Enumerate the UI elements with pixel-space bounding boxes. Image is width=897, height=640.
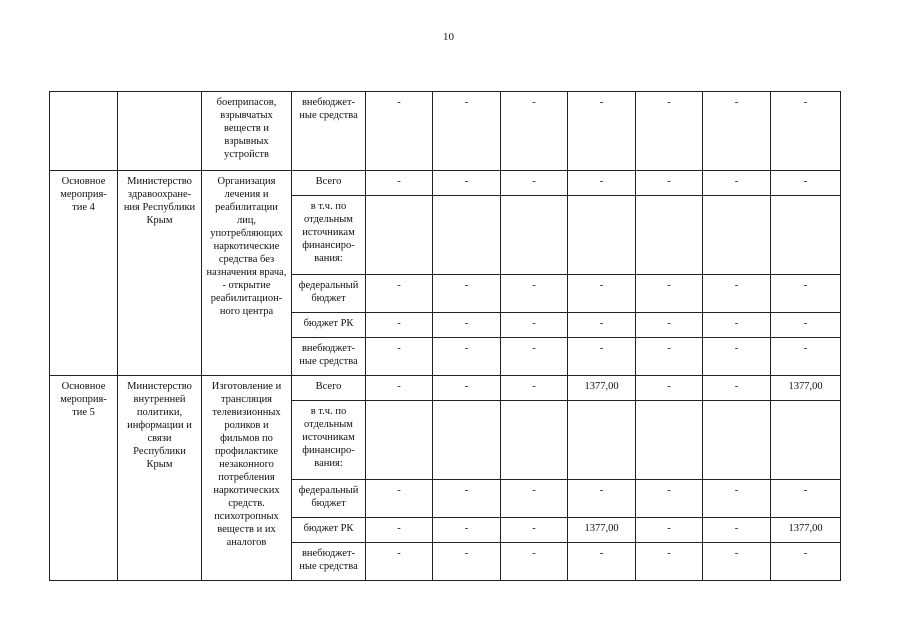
table-row bbox=[50, 92, 841, 171]
value-cell: 1377,00 bbox=[568, 518, 636, 543]
value-cell: - bbox=[433, 92, 501, 171]
value-cell bbox=[433, 401, 501, 480]
value-cell: - bbox=[366, 171, 433, 196]
value-cell: - bbox=[771, 338, 841, 376]
value-cell bbox=[433, 196, 501, 275]
value-cell bbox=[366, 401, 433, 480]
value-cell: - bbox=[636, 518, 703, 543]
value-cell: - bbox=[433, 518, 501, 543]
funding-source-cell: бюджет РК bbox=[292, 518, 366, 543]
funding-source-cell: федеральный бюджет bbox=[292, 275, 366, 313]
funding-source-cell: федеральный бюджет bbox=[292, 480, 366, 518]
value-cell: - bbox=[771, 171, 841, 196]
value-cell: - bbox=[703, 171, 771, 196]
description-cell: Организация лечения и реабилитации лиц, употребляющих наркотические средства без назначения врача, - открытие реабилитацион-ного центра bbox=[202, 171, 292, 376]
value-cell: - bbox=[636, 171, 703, 196]
event-name-cell bbox=[50, 92, 118, 171]
value-cell: - bbox=[501, 171, 568, 196]
value-cell bbox=[568, 196, 636, 275]
value-cell: - bbox=[636, 376, 703, 401]
value-cell: - bbox=[703, 275, 771, 313]
value-cell: - bbox=[366, 376, 433, 401]
value-cell: - bbox=[636, 313, 703, 338]
funding-source-cell: Всего bbox=[292, 171, 366, 196]
value-cell bbox=[366, 196, 433, 275]
value-cell: - bbox=[501, 376, 568, 401]
value-cell: - bbox=[568, 338, 636, 376]
executor-cell bbox=[118, 92, 202, 171]
value-cell: - bbox=[703, 543, 771, 581]
value-cell: 1377,00 bbox=[771, 376, 841, 401]
value-cell: - bbox=[703, 518, 771, 543]
funding-source-cell: внебюджет-ные средства bbox=[292, 338, 366, 376]
value-cell: - bbox=[433, 338, 501, 376]
value-cell: - bbox=[433, 171, 501, 196]
value-cell: - bbox=[366, 518, 433, 543]
value-cell: - bbox=[771, 543, 841, 581]
value-cell: - bbox=[501, 92, 568, 171]
value-cell: - bbox=[636, 92, 703, 171]
value-cell: - bbox=[366, 275, 433, 313]
budget-table bbox=[49, 91, 841, 581]
value-cell bbox=[636, 401, 703, 480]
funding-source-cell: в т.ч. по отдельным источникам финансиро-вания: bbox=[292, 401, 366, 480]
value-cell: - bbox=[636, 480, 703, 518]
value-cell: - bbox=[636, 543, 703, 581]
value-cell: - bbox=[636, 338, 703, 376]
funding-source-cell: внебюджет-ные средства bbox=[292, 92, 366, 171]
table-row bbox=[50, 171, 841, 196]
value-cell: - bbox=[703, 376, 771, 401]
value-cell: 1377,00 bbox=[568, 376, 636, 401]
page-number: 10 bbox=[443, 31, 454, 43]
value-cell: - bbox=[568, 171, 636, 196]
value-cell: - bbox=[433, 275, 501, 313]
value-cell: - bbox=[501, 480, 568, 518]
funding-source-cell: бюджет РК bbox=[292, 313, 366, 338]
value-cell: - bbox=[501, 518, 568, 543]
value-cell: - bbox=[433, 543, 501, 581]
value-cell: - bbox=[433, 480, 501, 518]
value-cell: - bbox=[568, 480, 636, 518]
value-cell: 1377,00 bbox=[771, 518, 841, 543]
executor-cell: Министерство внутренней политики, информации и связи Республики Крым bbox=[118, 376, 202, 581]
value-cell bbox=[636, 196, 703, 275]
funding-source-cell: в т.ч. по отдельным источникам финансиро-вания: bbox=[292, 196, 366, 275]
value-cell: - bbox=[568, 543, 636, 581]
description-cell: боеприпасов, взрывчатых веществ и взрывных устройств bbox=[202, 92, 292, 171]
value-cell bbox=[501, 196, 568, 275]
value-cell: - bbox=[703, 338, 771, 376]
description-cell: Изготовление и трансляция телевизионных роликов и фильмов по профилактике незаконного потребления наркотических средств. психотропных веществ и их аналогов bbox=[202, 376, 292, 581]
value-cell: - bbox=[501, 275, 568, 313]
funding-source-cell: Всего bbox=[292, 376, 366, 401]
value-cell bbox=[771, 401, 841, 480]
funding-source-cell: внебюджет-ные средства bbox=[292, 543, 366, 581]
value-cell: - bbox=[366, 480, 433, 518]
value-cell: - bbox=[433, 313, 501, 338]
value-cell: - bbox=[771, 92, 841, 171]
value-cell: - bbox=[366, 92, 433, 171]
value-cell bbox=[771, 196, 841, 275]
value-cell: - bbox=[703, 313, 771, 338]
value-cell bbox=[568, 401, 636, 480]
value-cell: - bbox=[366, 338, 433, 376]
value-cell bbox=[501, 401, 568, 480]
value-cell: - bbox=[568, 92, 636, 171]
value-cell bbox=[703, 401, 771, 480]
value-cell: - bbox=[771, 313, 841, 338]
value-cell: - bbox=[703, 480, 771, 518]
table-row bbox=[50, 376, 841, 401]
value-cell: - bbox=[501, 338, 568, 376]
value-cell: - bbox=[501, 313, 568, 338]
executor-cell: Министерство здравоохране-ния Республики Крым bbox=[118, 171, 202, 376]
value-cell: - bbox=[501, 543, 568, 581]
event-name-cell: Основное мероприя-тие 4 bbox=[50, 171, 118, 376]
value-cell: - bbox=[366, 313, 433, 338]
value-cell bbox=[703, 196, 771, 275]
value-cell: - bbox=[703, 92, 771, 171]
value-cell: - bbox=[366, 543, 433, 581]
value-cell: - bbox=[771, 275, 841, 313]
value-cell: - bbox=[771, 480, 841, 518]
event-name-cell: Основное мероприя-тие 5 bbox=[50, 376, 118, 581]
value-cell: - bbox=[636, 275, 703, 313]
value-cell: - bbox=[568, 275, 636, 313]
value-cell: - bbox=[568, 313, 636, 338]
value-cell: - bbox=[433, 376, 501, 401]
